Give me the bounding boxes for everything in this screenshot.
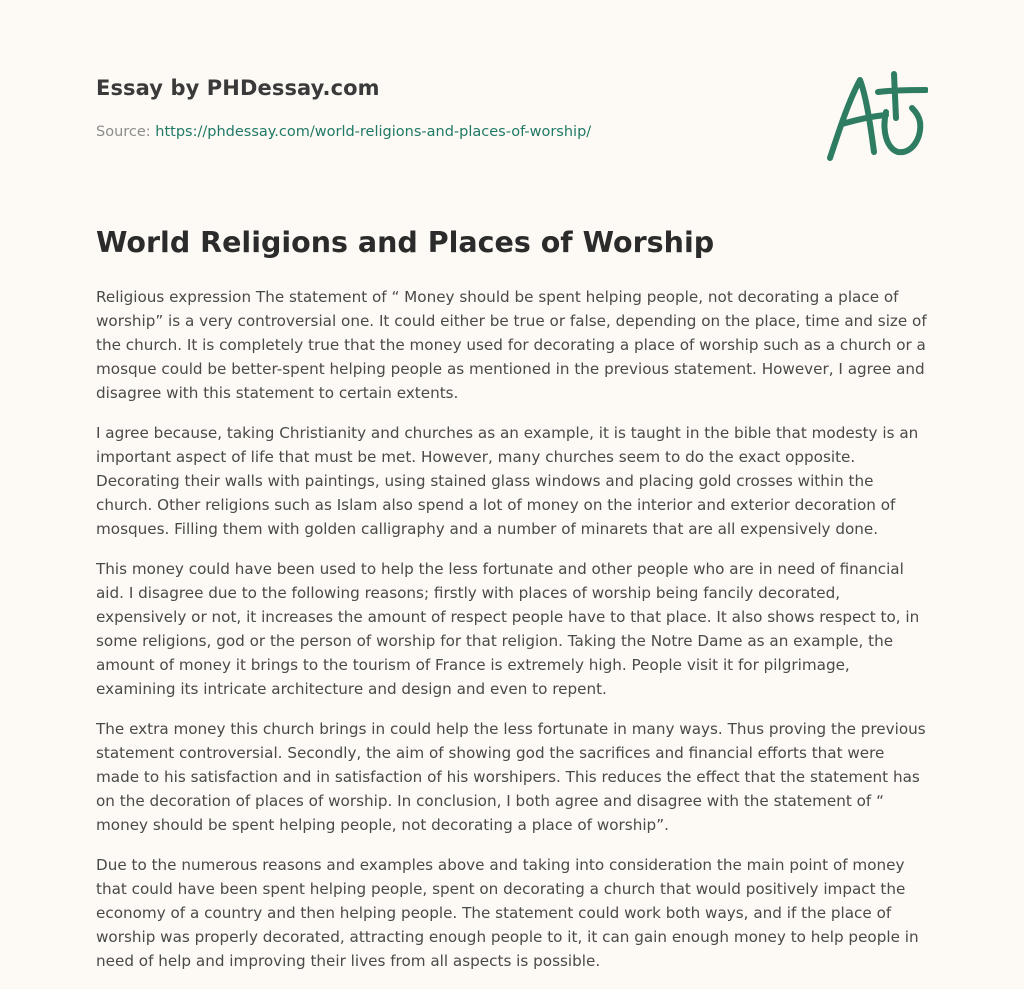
- essay-paragraph: I agree because, taking Christianity and churches as an example, it is taught in the bible that modesty is an important aspect of life that must be met. However, many churches seem to do the exact opposite. Decorating their walls with paintings, using stained glass windows and placing gold crosses within the church. Other religions such as Islam also spend a lot of money on the interior and exterior decoration of mosques. Filling them with golden calligraphy and a number of minarets that are all expensively done.: [96, 424, 919, 538]
- essay-header: [96, 0, 932, 200]
- essay-paragraph: The extra money this church brings in could help the less fortunate in many ways. Thus proving the previous statement controversial. Secondly, the aim of showing god the sacrifices and financial efforts that were made to his satisfaction and in satisfaction of his worshipers. This reduces the effect that the statement has on the decoration of places of worship. In conclusion, I both agree and disagree with the statement of “ money should be spent helping people, not decorating a place of worship”.: [96, 720, 926, 834]
- essay-body: [96, 285, 932, 989]
- a-plus-logo-icon: [824, 68, 928, 164]
- essay-title: World Religions and Places of Worship: [96, 226, 715, 259]
- essay-paragraph: Religious expression The statement of “ Money should be spent helping people, not decorating a place of worship” is a very controversial one. It could either be true or false, depending on the place, time and size of the church. It is completely true that the money used for decorating a place of worship such as a church or a mosque could be better-spent helping people as mentioned in the previous statement. However, I agree and disagree with this statement to certain extents.: [96, 288, 927, 402]
- brand-title: Essay by PHDessay.com: [96, 76, 380, 100]
- essay-paragraph: Due to the numerous reasons and examples above and taking into consideration the main point of money that could have been spent helping people, spent on decorating a church that would positively impact the economy of a country and then helping people. The statement could work both ways, and if the place of worship was properly decorated, attracting enough people to it, it can gain enough money to help people in need of help and improving their lives from all aspects is possible.: [96, 856, 919, 970]
- essay-paragraph: This money could have been used to help the less fortunate and other people who are in need of financial aid. I disagree due to the following reasons; firstly with places of worship being fancily decorated, expensively or not, it increases the amount of respect people have to that place. It also shows respect to, in some religions, god or the person of worship for that religion. Taking the Notre Dame as an example, the amount of money it brings to the tourism of France is extremely high. People visit it for pilgrimage, examining its intricate architecture and design and even to repent.: [96, 560, 920, 698]
- source-label: Source:: [96, 124, 151, 140]
- source-line: [96, 124, 591, 140]
- essay-page: [96, 0, 932, 970]
- source-link[interactable]: https://phdessay.com/world-religions-and-places-of-worship/: [155, 124, 592, 140]
